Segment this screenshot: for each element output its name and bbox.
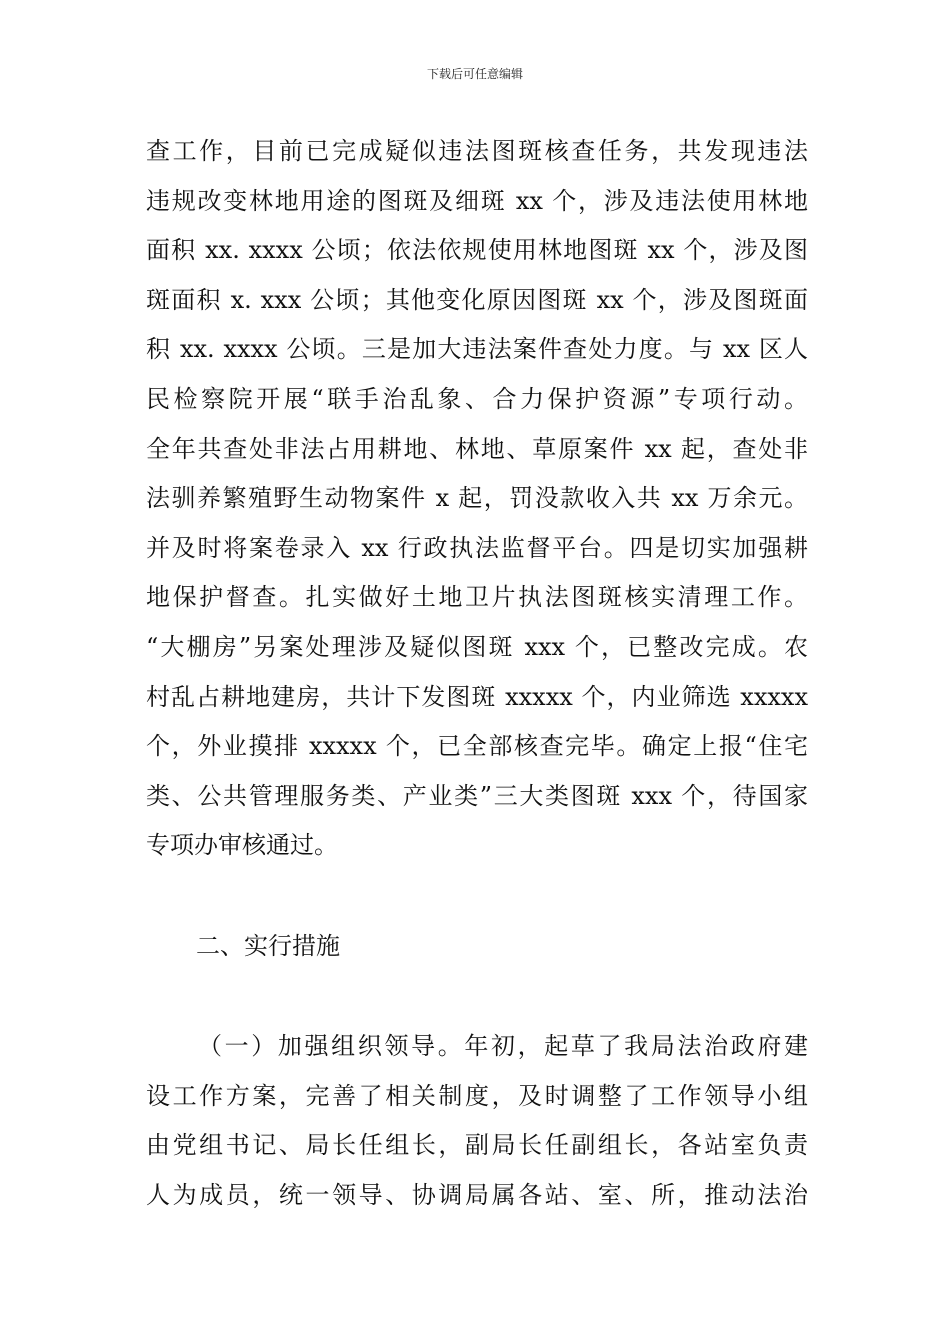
- text-line: 积 xx. xxxx 公顷。三是加大违法案件查处力度。与 xx 区人: [146, 335, 808, 364]
- text-line: 专项办审核通过。: [146, 831, 338, 860]
- text-line: 地保护督查。扎实做好土地卫片执法图斑核实清理工作。: [146, 583, 808, 612]
- paragraph-2: [146, 1022, 808, 1220]
- paragraph-1: [146, 127, 808, 871]
- text-line: 民检察院开展“联手治乱象、合力保护资源”专项行动。: [146, 384, 808, 413]
- text-line: 村乱占耕地建房，共计下发图斑 xxxxx 个，内业筛选 xxxxx: [146, 682, 808, 711]
- section-heading: 二、实行措施: [196, 932, 340, 960]
- text-line: 由党组书记、局长任组长，副局长任副组长，各站室负责: [146, 1131, 808, 1160]
- text-line: “大棚房”另案处理涉及疑似图斑 xxx 个，已整改完成。农: [146, 632, 808, 661]
- text-line: 面积 xx. xxxx 公顷；依法依规使用林地图斑 xx 个，涉及图: [146, 236, 808, 265]
- page-header: 下载后可任意编辑: [426, 67, 523, 81]
- text-line: 查工作，目前已完成疑似违法图斑核查任务，共发现违法: [146, 137, 808, 165]
- text-line: 人为成员，统一领导、协调局属各站、室、所，推动法治: [146, 1180, 808, 1209]
- text-line: 全年共查处非法占用耕地、林地、草原案件 xx 起，查处非: [146, 434, 808, 463]
- text-line: 并及时将案卷录入 xx 行政执法监督平台。四是切实加强耕: [146, 533, 808, 562]
- text-line: 法驯养繁殖野生动物案件 x 起，罚没款收入共 xx 万余元。: [146, 484, 808, 513]
- text-line: 个，外业摸排 xxxxx 个，已全部核查完毕。确定上报“住宅: [146, 732, 808, 761]
- text-line: 斑面积 x. xxx 公顷；其他变化原因图斑 xx 个，涉及图斑面: [146, 285, 808, 314]
- text-line: 违规改变林地用途的图斑及细斑 xx 个，涉及违法使用林地: [146, 186, 808, 215]
- text-line: 类、公共管理服务类、产业类”三大类图斑 xxx 个，待国家: [146, 781, 808, 810]
- text-line: 设工作方案，完善了相关制度，及时调整了工作领导小组: [146, 1081, 808, 1110]
- text-line: （一）加强组织领导。年初，起草了我局法治政府建: [198, 1032, 808, 1060]
